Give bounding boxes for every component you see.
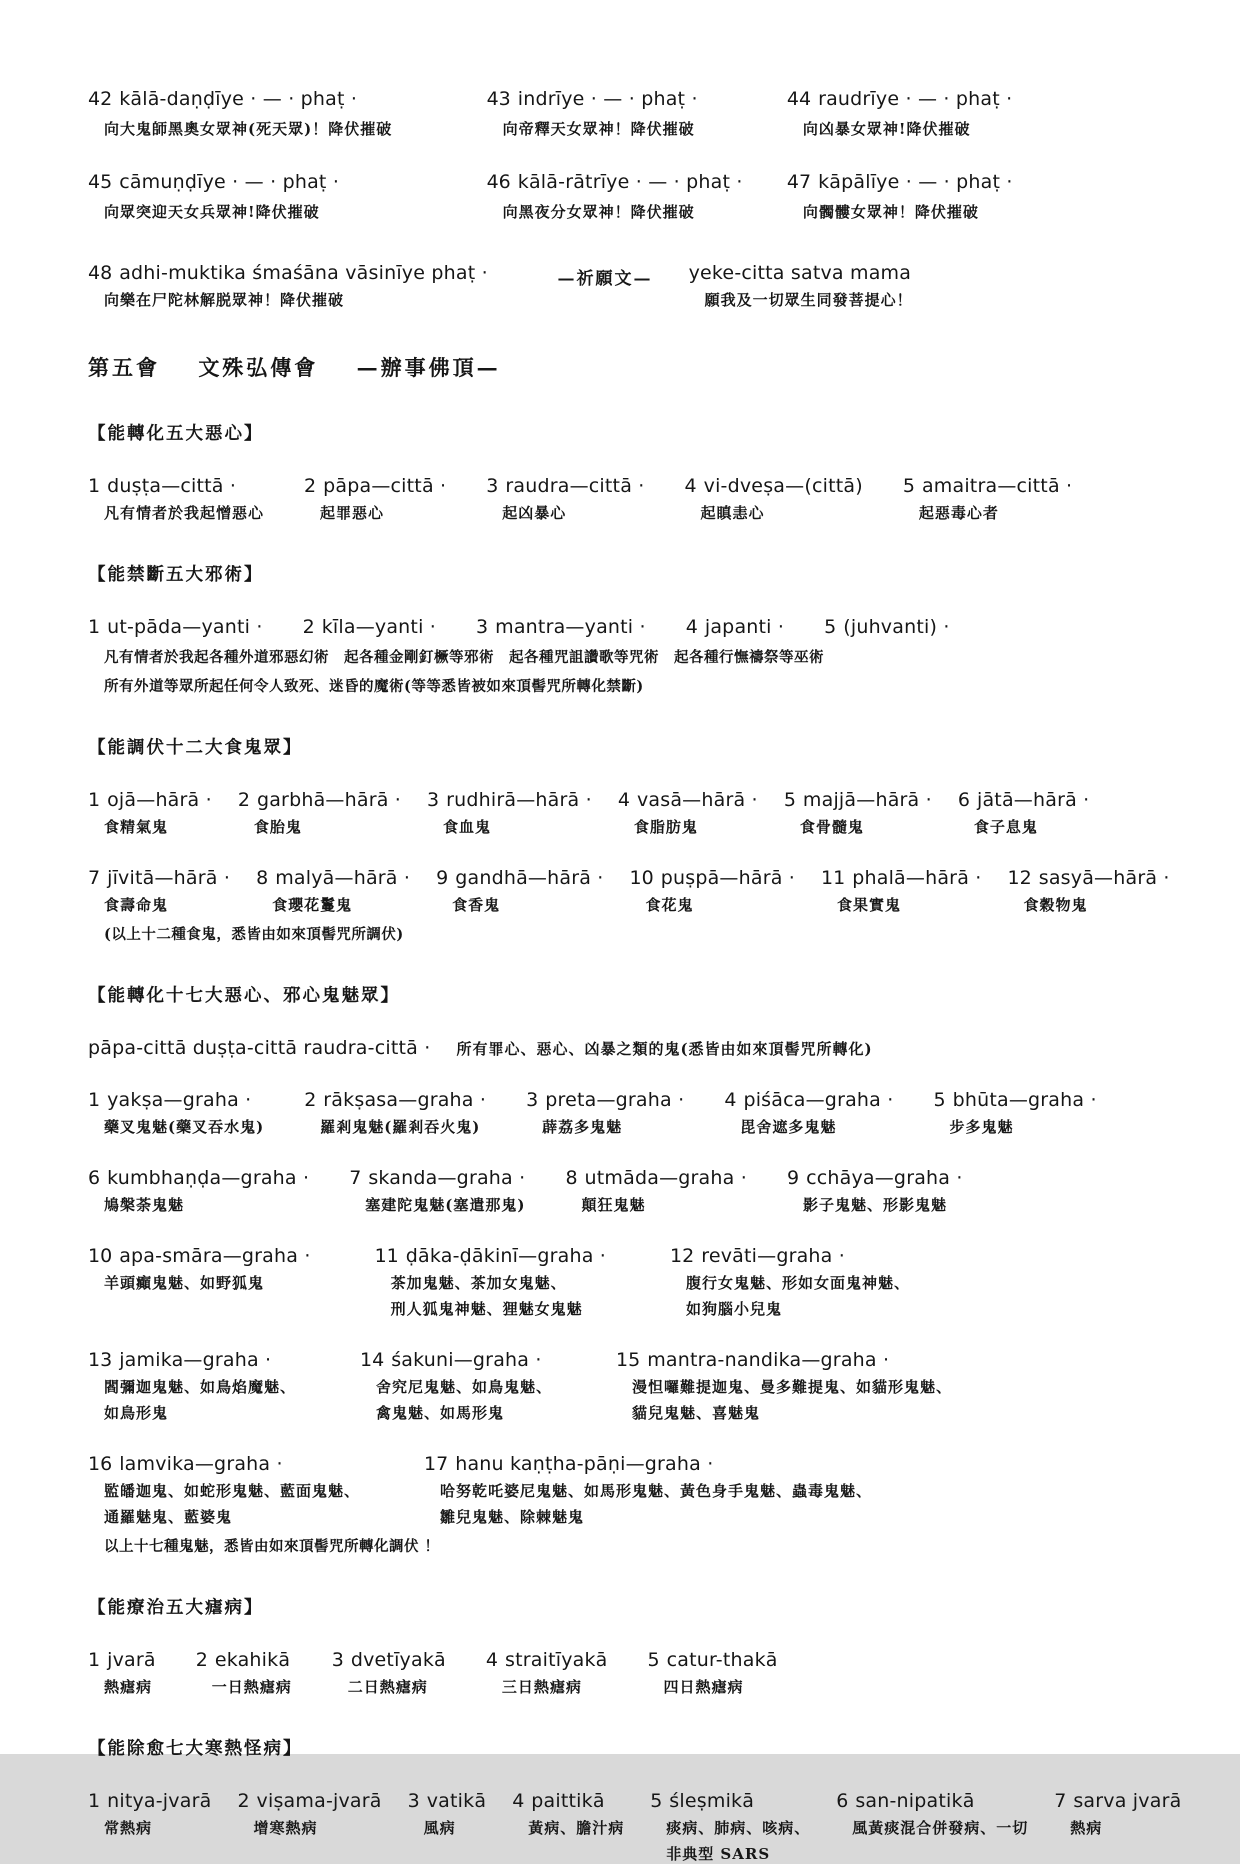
item-number: 11: [374, 1245, 399, 1267]
chinese-gloss: 痰病、肺病、咳病、: [666, 1819, 811, 1837]
item-number: 2: [302, 616, 315, 638]
sanskrit-text: kīla—yanti ·: [321, 616, 437, 638]
sanskrit-text: lamvika—graha ·: [119, 1453, 283, 1475]
chinese-gloss: 顛狂鬼魅: [581, 1196, 646, 1214]
item-number: 5: [824, 616, 837, 638]
item-number: 3: [526, 1089, 539, 1111]
sanskrit-text: phalā—hārā ·: [852, 867, 982, 889]
sanskrit-text: raudrīye · — · phaṭ ·: [818, 88, 1013, 110]
item-number: 3: [407, 1790, 420, 1812]
sanskrit-text: kālā-daṇḍīye · — · phaṭ ·: [119, 88, 358, 110]
chinese-gloss: 食花鬼: [645, 896, 694, 914]
term-item: [196, 1649, 292, 1697]
chapter-number: 第五會: [88, 355, 160, 380]
item-number: 5: [647, 1649, 660, 1671]
section-2: [88, 561, 1180, 696]
term-item: [304, 1089, 486, 1137]
chinese-gloss: 起凶暴心: [502, 504, 567, 522]
item-number: 13: [88, 1349, 113, 1371]
chinese-gloss: 食果實鬼: [837, 896, 902, 914]
term-item: [256, 867, 410, 915]
term-item: [836, 1790, 1028, 1838]
chinese-gloss: 二日熱瘧病: [347, 1678, 428, 1696]
term-item: [237, 1790, 381, 1838]
item-number: 4: [485, 1649, 498, 1671]
term-item: [88, 1167, 309, 1215]
section-3: [88, 734, 1180, 944]
item-number: 2: [237, 1790, 250, 1812]
sanskrit-text: catur-thakā: [666, 1649, 778, 1671]
chinese-gloss: 四日熱瘧病: [663, 1678, 744, 1696]
term-row: [88, 867, 1180, 915]
term-item: [88, 1349, 296, 1423]
sanskrit-text: revāti—graha ·: [701, 1245, 845, 1267]
sanskrit-text: preta—graha ·: [545, 1089, 685, 1111]
chinese-gloss: 三日熱瘧病: [501, 1678, 582, 1696]
term-item: [670, 1245, 910, 1319]
term-row: [88, 1167, 1180, 1215]
sanskrit-text: san-nipatikā: [855, 1790, 975, 1812]
term-item: [1008, 867, 1170, 915]
chinese-gloss: 食骨髓鬼: [799, 818, 864, 836]
chinese-gloss-inline: 所有罪心、惡心、凶暴之類的鬼(悉皆由如來頂髻咒所轉化): [456, 1040, 873, 1058]
sanskrit-text: sarva jvarā: [1073, 1790, 1182, 1812]
chapter-title: 文殊弘傳會: [198, 355, 319, 380]
mantra-item: [487, 88, 787, 139]
term-item: [934, 1089, 1097, 1137]
item-number: 8: [256, 867, 269, 889]
chapter-tag: —辦事佛頂—: [356, 355, 501, 380]
item-number: 4: [617, 789, 630, 811]
item-number: 44: [786, 88, 812, 110]
term-row: [88, 1649, 1180, 1697]
sanskrit-text: śleṣmikā: [669, 1790, 755, 1812]
sanskrit-text: vatikā: [426, 1790, 487, 1812]
sanskrit-text: śakuni—graha ·: [391, 1349, 542, 1371]
chinese-gloss: 起罪惡心: [320, 504, 385, 522]
chinese-gloss: 向帝釋天女眾神！降伏摧破: [502, 120, 695, 138]
chinese-gloss: 如鳥形鬼: [104, 1404, 169, 1422]
term-item: [685, 475, 863, 523]
term-item: [618, 789, 758, 837]
prayer-item: [689, 262, 913, 310]
sanskrit-text: raudra—cittā ·: [505, 475, 645, 497]
term-item: [332, 1649, 446, 1697]
chinese-gloss: 食脂肪鬼: [633, 818, 698, 836]
mantra-item: [88, 262, 558, 310]
term-item: [424, 1453, 872, 1527]
chinese-gloss: 影子鬼魅、形影鬼魅: [802, 1196, 947, 1214]
chinese-gloss: 食胎鬼: [253, 818, 302, 836]
term-item: [88, 616, 263, 638]
term-item: [650, 1790, 810, 1864]
term-item: [630, 867, 796, 915]
term-item: [787, 1167, 963, 1215]
sanskrit-text: vasā—hārā ·: [636, 789, 758, 811]
term-item: [486, 1649, 608, 1697]
chinese-gloss: 食子息鬼: [973, 818, 1038, 836]
sanskrit-text: rudhirā—hārā ·: [446, 789, 592, 811]
section-1: [88, 420, 1180, 523]
term-row: [88, 1245, 1180, 1319]
chinese-gloss: 凡有情者於我起憎惡心: [104, 504, 265, 522]
item-number: 47: [786, 171, 812, 193]
item-number: 5: [933, 1089, 946, 1111]
sanskrit-text: puṣpā—hārā ·: [660, 867, 796, 889]
term-item: [616, 1349, 952, 1423]
chinese-gloss: 起瞋恚心: [700, 504, 765, 522]
item-number: 4: [684, 475, 697, 497]
sanskrit-text: majjā—hārā ·: [802, 789, 932, 811]
term-item: [88, 1453, 360, 1527]
sanskrit-text: utmāda—graha ·: [584, 1167, 747, 1189]
chinese-gloss: 增寒熱病: [253, 1819, 318, 1837]
term-item: [238, 789, 401, 837]
section-note: 凡有情者於我起各種外道邪惡幻術 起各種金剛釘橛等邪術 起各種咒詛讚歌等咒術 起各種行憮禱祭等巫術: [104, 649, 824, 666]
item-number: 4: [512, 1790, 525, 1812]
term-item: [903, 475, 1072, 523]
item-number: 1: [88, 789, 101, 811]
chinese-gloss: 茶加鬼魅、茶加女鬼魅、: [390, 1274, 567, 1292]
chinese-gloss: 閻彌迦鬼魅、如鳥焰魔魅、: [104, 1378, 297, 1396]
item-number: 9: [786, 1167, 800, 1189]
chinese-gloss: 一日熱瘧病: [211, 1678, 292, 1696]
term-item: [88, 789, 212, 837]
item-number: 8: [565, 1167, 578, 1189]
chinese-gloss: 食精氣鬼: [104, 818, 169, 836]
item-number: 14: [360, 1349, 385, 1371]
chinese-gloss: 藥叉鬼魅(藥叉吞水鬼): [104, 1118, 265, 1136]
prayer-section-label: —祈願文—: [557, 269, 653, 289]
term-item: [88, 867, 230, 915]
section-5: [88, 1594, 1180, 1697]
term-item: [88, 1089, 264, 1137]
sanskrit-text: cchāya—graha ·: [806, 1167, 963, 1189]
chinese-gloss: 向眾突迎天女兵眾神!降伏摧破: [104, 203, 320, 221]
sections-container: [88, 420, 1180, 1864]
item-number: 2: [195, 1649, 208, 1671]
chinese-gloss: 貓兒鬼魅、喜魅鬼: [632, 1404, 761, 1422]
chinese-gloss: 通羅魅鬼、藍婆鬼: [104, 1508, 233, 1526]
sanskrit-text: nitya-jvarā: [107, 1790, 212, 1812]
mantra-item: [487, 171, 787, 222]
sanskrit-text: dvetīyakā: [350, 1649, 446, 1671]
chinese-gloss: 步多鬼魅: [949, 1118, 1014, 1136]
chinese-gloss: 鳩槃荼鬼魅: [104, 1196, 185, 1214]
term-item: [648, 1649, 778, 1697]
term-item: [512, 1790, 624, 1838]
chinese-gloss: 薜荔多鬼魅: [542, 1118, 623, 1136]
term-row: [88, 1349, 1180, 1423]
item-number: 5: [783, 789, 796, 811]
term-item: [427, 789, 592, 837]
sanskrit-text: paittikā: [531, 1790, 605, 1812]
chinese-gloss: 監皤迦鬼、如蛇形鬼魅、藍面鬼魅、: [104, 1482, 361, 1500]
term-item: [88, 1649, 156, 1697]
item-number: 1: [88, 616, 101, 638]
item-number: 10: [88, 1245, 113, 1267]
mantra-row-48: [88, 262, 1180, 310]
sanskrit-text: skanda—graha ·: [368, 1167, 526, 1189]
chinese-gloss: 向樂在尸陀林解脱眾神！降伏摧破: [104, 291, 345, 309]
term-item: [88, 1037, 873, 1059]
chinese-gloss: 食壽命鬼: [104, 896, 169, 914]
item-number: 17: [424, 1453, 449, 1475]
term-item: [686, 616, 784, 638]
sanskrit-text: pāpa—cittā ·: [323, 475, 447, 497]
section-header: 【能轉化五大惡心】: [88, 424, 264, 444]
item-number: 15: [616, 1349, 641, 1371]
item-number: 5: [902, 475, 915, 497]
mantra-item: [88, 88, 487, 139]
item-number: 3: [427, 789, 440, 811]
item-number: 9: [436, 867, 449, 889]
item-number: 7: [1054, 1790, 1067, 1812]
term-item: [360, 1349, 552, 1423]
chinese-gloss: 雛兒鬼魅、除棘魅鬼: [440, 1508, 585, 1526]
chinese-gloss: 向凶暴女眾神!降伏摧破: [802, 120, 971, 138]
chinese-gloss: 羅剎鬼魅(羅剎吞火鬼): [320, 1118, 481, 1136]
term-item: [565, 1167, 747, 1215]
sanskrit-text: yeke-citta satva mama: [688, 262, 912, 284]
sanskrit-text: ojā—hārā ·: [107, 789, 212, 811]
chinese-gloss: 如狗腦小兒鬼: [686, 1300, 783, 1318]
item-number: 6: [88, 1167, 101, 1189]
mantra-item: [88, 171, 487, 222]
item-number: 10: [629, 867, 654, 889]
item-number: 6: [836, 1790, 849, 1812]
sanskrit-text: japanti ·: [704, 616, 785, 638]
sanskrit-text: ekahikā: [214, 1649, 291, 1671]
section-note: 以上十七種鬼魅，悉皆由如來頂髻咒所轉化調伏 ！: [104, 1538, 440, 1555]
chinese-gloss: 向黑夜分女眾神！降伏摧破: [502, 203, 695, 221]
chinese-gloss: 食香鬼: [452, 896, 501, 914]
term-item: [303, 616, 436, 638]
sanskrit-text: viṣama-jvarā: [256, 1790, 382, 1812]
term-row: [88, 616, 1180, 638]
chinese-gloss: 漫怛囉難提迦鬼、曼多難提鬼、如貓形鬼魅、: [632, 1378, 953, 1396]
chinese-gloss: 腹行女鬼魅、形如女面鬼神魅、: [686, 1274, 911, 1292]
item-number: 3: [486, 475, 499, 497]
chinese-gloss: 願我及一切眾生同發菩提心！: [704, 291, 913, 309]
term-item: [784, 789, 932, 837]
chinese-gloss: 舍究尼鬼魅、如鳥鬼魅、: [376, 1378, 553, 1396]
item-number: 12: [1007, 867, 1032, 889]
item-number: 2: [304, 475, 317, 497]
term-item: [375, 1245, 606, 1319]
term-item: [88, 475, 264, 523]
chinese-gloss: 風病: [423, 1819, 456, 1837]
item-number: 42: [88, 88, 113, 110]
term-item: [408, 1790, 487, 1838]
item-number: 43: [486, 88, 511, 110]
item-number: 12: [670, 1245, 695, 1267]
term-item: [1054, 1790, 1181, 1838]
sanskrit-text: straitīyakā: [504, 1649, 608, 1671]
sanskrit-text: rākṣasa—graha ·: [323, 1089, 487, 1111]
item-number: 1: [88, 1649, 101, 1671]
item-number: 4: [685, 616, 698, 638]
chinese-gloss: 非典型 SARS: [666, 1845, 771, 1863]
sanskrit-text: duṣṭa—cittā ·: [107, 475, 237, 497]
sanskrit-text: kāpālīye · — · phaṭ ·: [818, 171, 1013, 193]
term-item: [436, 867, 603, 915]
item-number: 3: [331, 1649, 344, 1671]
section-4: [88, 982, 1180, 1556]
term-item: [958, 789, 1090, 837]
mantra-item: [787, 171, 1180, 222]
item-number: 46: [486, 171, 511, 193]
term-item: [526, 1089, 684, 1137]
section-header: 【能除愈七大寒熱怪病】: [88, 1739, 303, 1759]
item-number: 1: [88, 1089, 101, 1111]
chinese-gloss: 禽鬼魅、如馬形鬼: [376, 1404, 505, 1422]
sanskrit-text: adhi-muktika śmaśāna vāsinīye phaṭ ·: [119, 262, 488, 284]
sanskrit-text: ut-pāda—yanti ·: [107, 616, 263, 638]
term-item: [349, 1167, 525, 1215]
item-number: 4: [724, 1089, 737, 1111]
chinese-gloss: 食瓔花鬘鬼: [272, 896, 353, 914]
term-row: [88, 475, 1180, 523]
section-header: 【能療治五大瘧病】: [88, 1598, 264, 1618]
section-header: 【能轉化十七大惡心、邪心鬼魅眾】: [88, 986, 400, 1006]
section-note: (以上十二種食鬼，悉皆由如來頂髻咒所調伏): [104, 926, 404, 943]
sanskrit-text: mantra—yanti ·: [495, 616, 646, 638]
chinese-gloss: 向大鬼師黑奧女眾神(死天眾)！降伏摧破: [104, 120, 393, 138]
section-header: 【能禁斷五大邪術】: [88, 565, 264, 585]
item-number: 7: [349, 1167, 362, 1189]
term-row: [88, 1089, 1180, 1137]
term-item: [88, 1790, 211, 1838]
term-item: [476, 616, 646, 638]
sanskrit-text: kālā-rātrīye · — · phaṭ ·: [517, 171, 743, 193]
sanskrit-text: amaitra—cittā ·: [921, 475, 1073, 497]
sanskrit-text: hanu kaṇṭha-pāṇi—graha ·: [455, 1453, 714, 1475]
term-item: [304, 475, 446, 523]
sanskrit-text: gandhā—hārā ·: [455, 867, 604, 889]
term-row: [88, 1790, 1180, 1864]
chinese-gloss: 熱瘧病: [104, 1678, 153, 1696]
sanskrit-text: yakṣa—graha ·: [107, 1089, 252, 1111]
sanskrit-text: vi-dveṣa—(cittā): [703, 475, 863, 497]
sanskrit-text: ḍāka-ḍākinī—graha ·: [405, 1245, 607, 1267]
term-item: [486, 475, 644, 523]
item-number: 2: [304, 1089, 317, 1111]
chinese-gloss: 風黃痰混合併發病、一切: [852, 1819, 1029, 1837]
item-number: 2: [237, 789, 250, 811]
sanskrit-text: apa-smāra—graha ·: [119, 1245, 311, 1267]
chinese-gloss: 羊頭癲鬼魅、如野狐鬼: [104, 1274, 265, 1292]
chinese-gloss: 起惡毒心者: [918, 504, 999, 522]
sanskrit-text: malyā—hārā ·: [275, 867, 411, 889]
sanskrit-text: piśāca—graha ·: [743, 1089, 894, 1111]
item-number: 11: [821, 867, 846, 889]
mantra-section-42-47: [88, 88, 1180, 222]
item-number: 16: [88, 1453, 113, 1475]
chinese-gloss: 刑人狐鬼神魅、狸魅女鬼魅: [390, 1300, 583, 1318]
chinese-gloss: 毘舍遮多鬼魅: [740, 1118, 837, 1136]
mantra-item: [787, 88, 1180, 139]
sanskrit-text: cāmuṇḍīye · — · phaṭ ·: [119, 171, 340, 193]
sanskrit-text: mantra-nandika—graha ·: [647, 1349, 890, 1371]
sanskrit-text: bhūta—graha ·: [952, 1089, 1097, 1111]
item-number: 3: [476, 616, 489, 638]
item-number: 7: [88, 867, 101, 889]
section-6: [88, 1735, 1180, 1864]
item-number: 5: [650, 1790, 663, 1812]
sanskrit-text: indrīye · — · phaṭ ·: [517, 88, 698, 110]
item-number: 1: [88, 1790, 101, 1812]
term-item: [88, 1245, 311, 1293]
item-number: 6: [957, 789, 970, 811]
chinese-gloss: 哈努乾吒婆尼鬼魅、如馬形鬼魅、黃色身手鬼魅、蟲毒鬼魅、: [440, 1482, 873, 1500]
section-header: 【能調伏十二大食鬼眾】: [88, 738, 303, 758]
sanskrit-text: (juhvanti) ·: [843, 616, 950, 638]
chinese-gloss: 向髑髏女眾神！降伏摧破: [802, 203, 979, 221]
sanskrit-text: jīvitā—hārā ·: [107, 867, 231, 889]
term-row: [88, 789, 1180, 837]
sanskrit-text: jātā—hārā ·: [976, 789, 1090, 811]
section-note: 所有外道等眾所起任何令人致死、迷昏的魔術(等等悉皆被如來頂髻咒所轉化禁斷): [104, 678, 644, 695]
term-item: [724, 1089, 893, 1137]
item-number: 1: [88, 475, 101, 497]
sanskrit-text: kumbhaṇḍa—graha ·: [107, 1167, 310, 1189]
chinese-gloss: 常熱病: [104, 1819, 153, 1837]
sanskrit-text: pāpa-cittā duṣṭa-cittā raudra-cittā ·: [88, 1037, 431, 1059]
sanskrit-text: jamika—graha ·: [119, 1349, 272, 1371]
chinese-gloss: 食穀物鬼: [1023, 896, 1088, 914]
sanskrit-text: jvarā: [107, 1649, 156, 1671]
sanskrit-text: sasyā—hārā ·: [1038, 867, 1170, 889]
sanskrit-text: garbhā—hārā ·: [256, 789, 402, 811]
term-item: [821, 867, 981, 915]
item-number: 48: [88, 262, 113, 284]
term-row: [88, 1453, 1180, 1527]
chapter-heading: [88, 352, 1180, 382]
chinese-gloss: 食血鬼: [443, 818, 492, 836]
term-row: [88, 1037, 1180, 1059]
chinese-gloss: 塞建陀鬼魅(塞遣那鬼): [365, 1196, 526, 1214]
chinese-gloss: 黃病、膽汁病: [528, 1819, 625, 1837]
item-number: 45: [88, 171, 113, 193]
term-item: [824, 616, 949, 638]
chinese-gloss: 熱病: [1070, 1819, 1103, 1837]
